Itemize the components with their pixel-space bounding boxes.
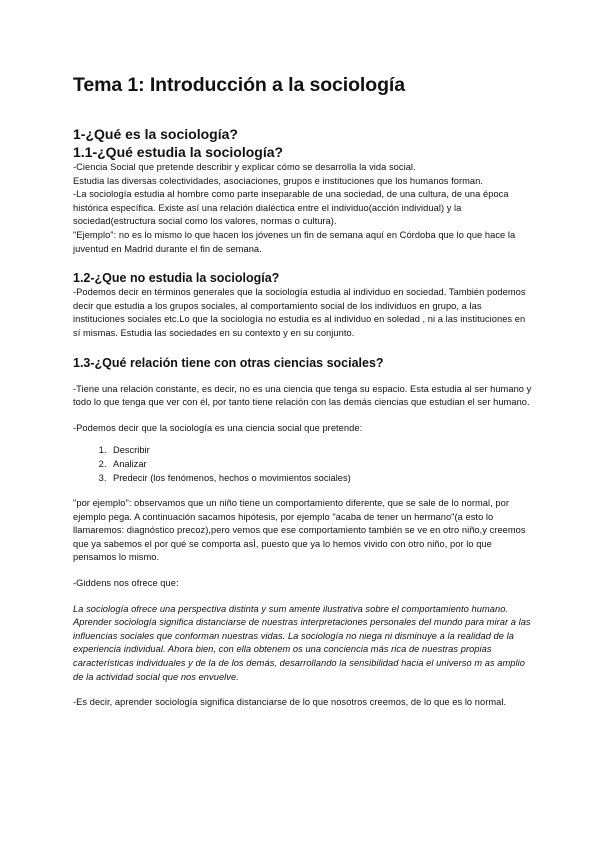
list-item: 1. Describir [109,444,532,458]
paragraph: -Podemos decir en términos generales que la sociología estudia al individuo en sociedad. También podemos decir que estudia a los grupos sociales, al comportamiento social de los individuos en grupo, a las instituciones sociales etc.Lo que la sociología no estudia es al individuo en soledad , ni a las instituciones en sí mismas. Estudia las sociedades en su contexto y en su conjunto. [73,287,526,338]
section-heading-1: 1-¿Qué es la sociología? [73,126,238,142]
page-title: Tema 1: Introducción a la sociología [73,74,405,96]
subsection-heading-1-1: 1.1-¿Qué estudia la sociología? [73,144,284,160]
paragraph: -Podemos decir que la sociología es una ciencia social que pretende: [73,422,363,433]
numbered-list [73,444,532,485]
list-item: 2. Analizar [109,458,532,472]
paragraph: -Tiene una relación constante, es decir, no es una ciencia que tenga su espacio. Esta estudia al ser humano y todo lo que tenga que ver con él, por tanto tiene relación con las demás ciencias que estudian el ser humano. [73,383,532,408]
giddens-quote: La sociología ofrece una perspectiva distinta y sum amente ilustrativa sobre el comportamiento humano. Aprender sociología significa distanciarse de nuestras interpretaciones personales del mundo para mirar a las influencias sociales que conforman nuestras vidas. La sociología no niega ni disminuye a la realidad de la experiencia individual. Ahora bien, con ella obtenem os una conciencia más rica de nuestras propias características individuales y de la de los demás, desarrollando la sensibilidad hacia el universo m as amplio de la actividad social que nos envuelve. [73,603,531,682]
paragraph: "Ejemplo": no es lo mismo lo que hacen los jóvenes un fin de semana aquí en Córdoba que lo que hace la juventud en Madrid durante el fin de semana. [73,229,516,254]
paragraph: Estudia las diversas colectividades, asociaciones, grupos e instituciones que los humanos forman. [73,175,483,186]
paragraph: -Ciencia Social que pretende describir y explicar cómo se desarrolla la vida social. [73,162,416,172]
paragraph: "por ejemplo": observamos que un niño tiene un comportamiento diferente, que se sale de lo normal, por ejemplo pega. A continuación sacamos hipótesis, por ejemplo "acaba de tener un hermano"(a esto lo llamaremos: diagnóstico precoz),pero vemos que ese comportamiento también se ve en otro niño,y creemos que ya sabemos el por qué se comporta asÌ, puesto que ya lo hemos vivido con otro niño, por lo que pensamos lo mismo. [73,498,526,563]
subsection-heading-1-2: 1.2-¿Que no estudia la sociología? [73,271,280,286]
subsection-heading-1-3: 1.3-¿Qué relación tiene con otras ciencias sociales? [73,355,384,370]
paragraph: -Es decir, aprender sociología significa distanciarse de lo que nosotros creemos, de lo que es lo normal. [73,697,507,708]
list-item: 3. Predecir (los fenómenos, hechos o movimientos sociales) [109,472,532,486]
paragraph: -La sociología estudia al hombre como parte inseparable de una sociedad, de una cultura, de una época histórica específica. Existe así una relación dialéctica entre el individuo(acción individual) y la sociedad(estructura social como los valores, normas o cultura). [73,189,509,227]
paragraph: -Giddens nos ofrece que: [73,578,179,589]
